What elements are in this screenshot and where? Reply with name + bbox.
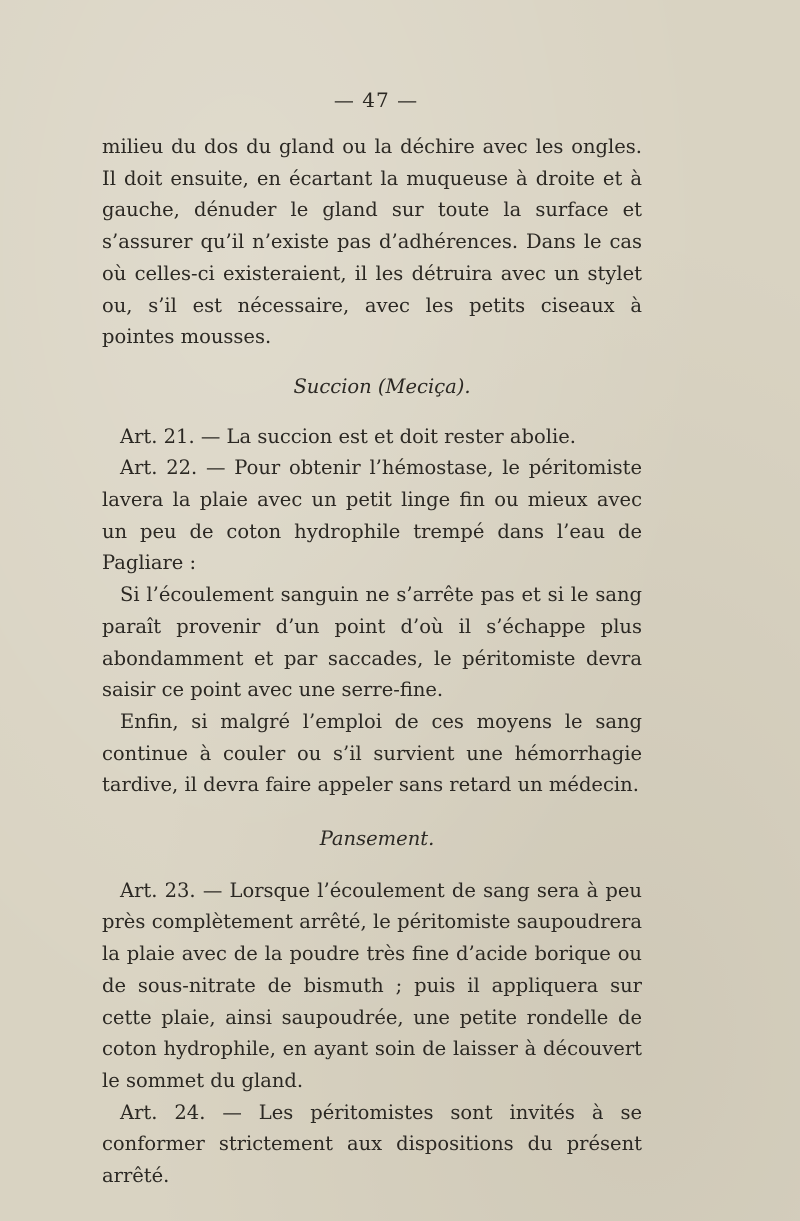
paragraph-continuation: milieu du dos du gland ou la déchire avec les ongles. Il doit ensuite, en écartant la muqueuse à droite et à gauche, dénuder le gland sur toute la surface et s’assurer qu’il n’existe pas d’adhérences. Dans le cas où celles-ci existeraient, il les détruira avec un stylet ou, s’il est nécessaire, avec les petits ciseaux à pointes mousses. (102, 135, 642, 349)
paragraph-enfin: Enfin, si malgré l’emploi de ces moyens le sang continue à couler ou s’il survient une hémorrhagie tardive, il devra faire appeler sans retard un médecin. (102, 709, 642, 797)
paragraph-ecoulement: Si l’écoulement sanguin ne s’arrête pas et si le sang paraît provenir d’un point d’où il s’échappe plus abondamment et par saccades, le péritomiste devra saisir ce point avec une serre-fine. (102, 583, 642, 702)
page-number: — 47 — (333, 88, 419, 112)
article-23: Art. 23. — Lorsque l’écoulement de sang sera à peu près complètement arrêté, le péritomiste saupoudrera la plaie avec de la poudre très fine d’acide borique ou de sous-nitrate de bismuth ; puis il appliquera sur cette plaie, ainsi saupoudrée, une petite rondelle de coton hydrophile, en ayant soin de laisser à découvert le sommet du gland. (102, 878, 642, 1092)
article-24: Art. 24. — Les péritomistes sont invités à se conformer strictement aux dispositions du présent arrêté. (102, 1100, 642, 1188)
article-21: Art. 21. — La succion est et doit rester abolie. (120, 424, 576, 448)
article-22: Art. 22. — Pour obtenir l’hémostase, le péritomiste lavera la plaie avec un petit linge fin ou mieux avec un peu de coton hydrophile trempé dans l’eau de Pagliare : (102, 456, 642, 575)
body-text (102, 131, 642, 1192)
section-heading-pansement: Pansement. (319, 827, 435, 851)
section-heading-succion: Succion (Meciça). (293, 374, 471, 398)
